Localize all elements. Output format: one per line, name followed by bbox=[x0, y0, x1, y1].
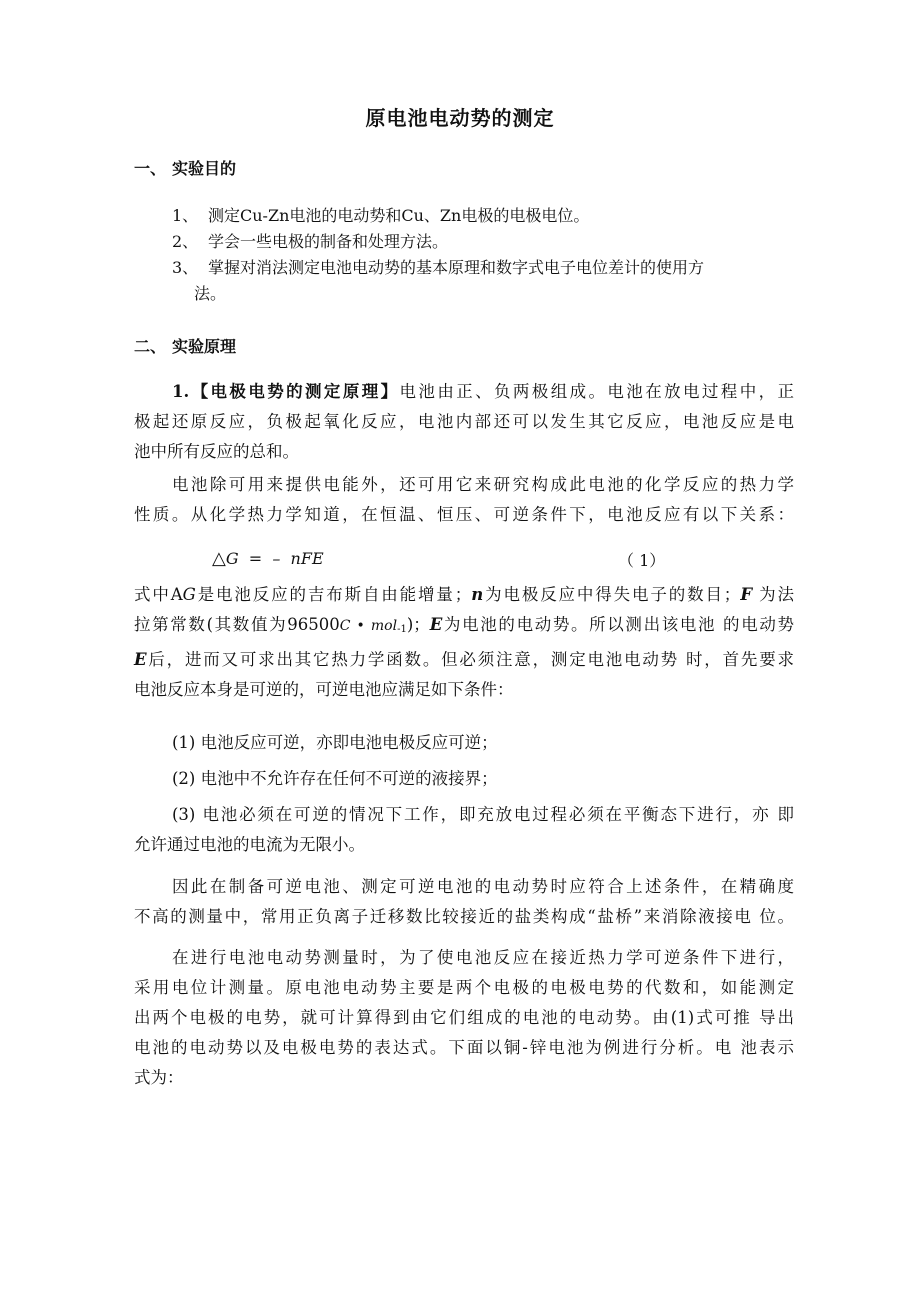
conditions-list bbox=[134, 728, 794, 860]
list-item-continuation: 允许通过电池的电流为无限小。 bbox=[134, 835, 365, 854]
list-item: 3、 掌握对消法测定电池电动势的基本原理和数字式电子电位差计的使用方 bbox=[172, 258, 705, 277]
list-item-continuation: 法。 bbox=[194, 284, 227, 303]
section-title: 实验目的 bbox=[172, 159, 237, 178]
list-item: 2、 学会一些电极的制备和处理方法。 bbox=[172, 232, 449, 251]
delta-symbol: △ bbox=[212, 548, 226, 569]
section-heading-principle bbox=[134, 334, 236, 357]
paragraph-1: 1.【电极电势的测定原理】电池由正、负两极组成。电池在放电过程中，正 极起还原反应，负极起氧化反应，电池内部还可以发生其它反应，电池反应是电 池中所有反应的总和。 bbox=[134, 382, 794, 461]
equation-number: （ 1） bbox=[618, 551, 666, 570]
list-item: 1、 测定Cu-Zn电池的电动势和Cu、Zn电极的电极电位。 bbox=[172, 206, 590, 225]
list-item: (2) 电池中不允许存在任何不可逆的液接界； bbox=[172, 769, 498, 788]
paragraph-3: 式中AG是电池反应的吉布斯自由能增量；n为电极反应中得失电子的数目；F 为法 拉第常数(其数值为96500C • mol$_{-1}$)；E为电池的电动势。所以测出该电池 的电动势 E后，进而又可求出其它热力学函数。但必须注意，测定电池电动势 时，首先要求 电池反应本身是可逆的，可逆电池应满足如下条件： bbox=[134, 585, 794, 699]
list-item: (3) 电池必须在可逆的情况下工作，即充放电过程必须在平衡态下进行，亦 即 bbox=[172, 805, 794, 824]
paragraph-4: 因此在制备可逆电池、测定可逆电池的电动势时应符合上述条件，在精确度 不高的测量中，常用正负离子迁移数比较接近的盐类构成“盐桥”来消除液接电 位。 bbox=[134, 877, 794, 926]
list-item: (1) 电池反应可逆，亦即电池电极反应可逆； bbox=[172, 733, 498, 752]
section-title: 实验原理 bbox=[172, 337, 237, 356]
section-number: 一、 bbox=[134, 159, 167, 178]
objective-list bbox=[172, 203, 802, 307]
equation-1: △G = – nFE bbox=[212, 548, 324, 569]
paragraph-2: 电池除可用来提供电能外，还可用它来研究构成此电池的化学反应的热力学 性质。从化学热力学知道，在恒温、恒压、可逆条件下，电池反应有以下关系： bbox=[134, 475, 794, 524]
paragraph-5: 在进行电池电动势测量时，为了使电池反应在接近热力学可逆条件下进行， 采用电位计测量。原电池电动势主要是两个电极的电极电势的代数和，如能测定 出两个电极的电势，就可计算得到由它们组成的电池的电动势。由(1)式可推 导出 电池的电动势以及电极电势的表达式。下面以铜-锌电池为例进行分析。电 池表示 式为： bbox=[134, 948, 794, 1087]
bold-subheading: 1.【电极电势的测定原理】 bbox=[172, 382, 400, 401]
page-title: 原电池电动势的测定 bbox=[365, 106, 555, 130]
section-heading-objective bbox=[134, 156, 236, 179]
section-number: 二、 bbox=[134, 337, 167, 356]
